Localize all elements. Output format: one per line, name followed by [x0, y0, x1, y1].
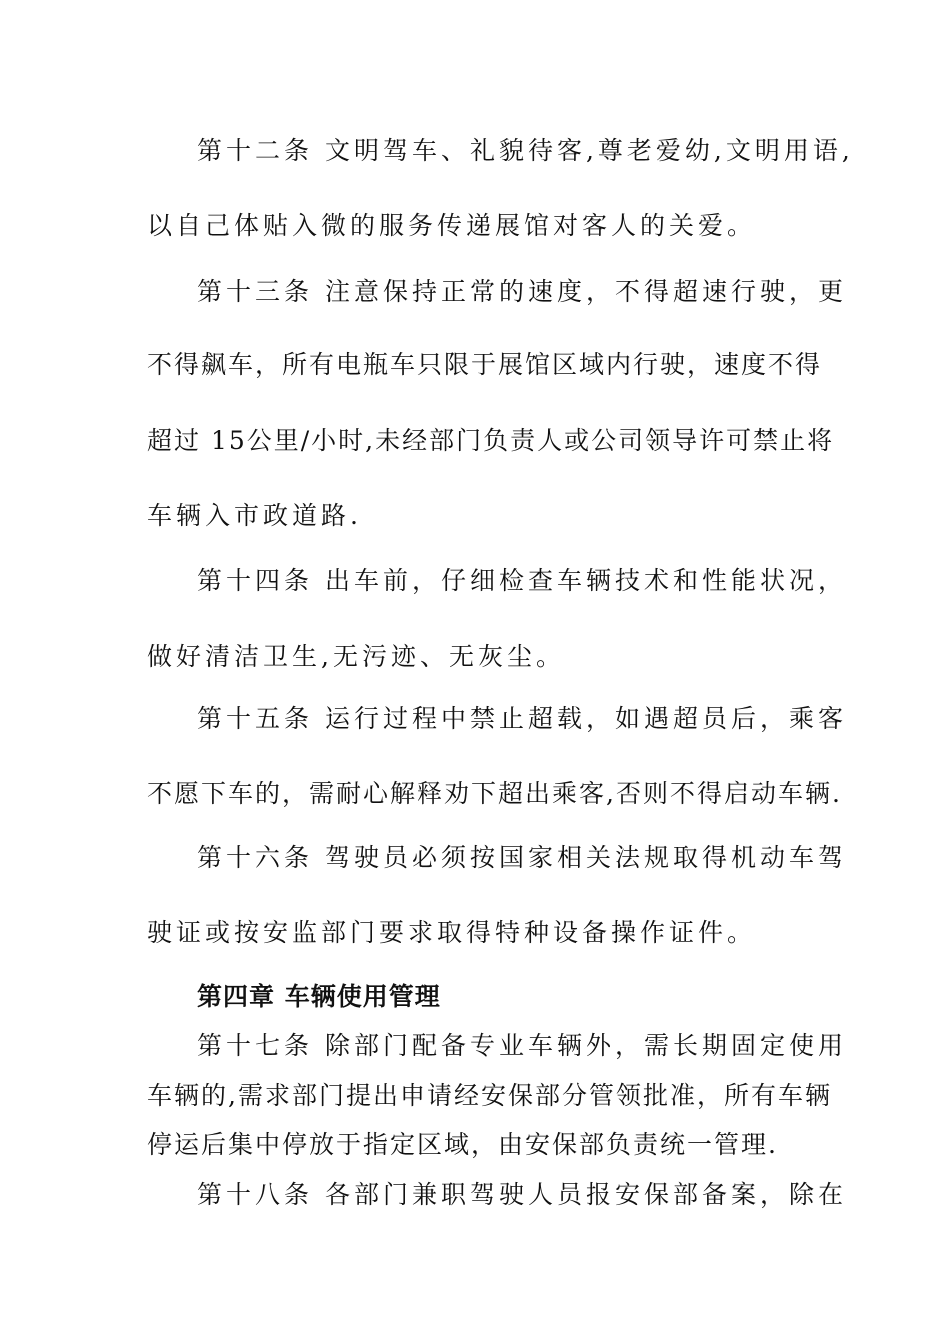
article-14-line-1: 第十四条 出车前，仔细检查车辆技术和性能状况，: [197, 566, 847, 595]
article-17-line-2: 车辆的,需求部门提出申请经安保部分管领批准，所有车辆: [147, 1081, 832, 1110]
article-15-line-1: 第十五条 运行过程中禁止超载，如遇超员后，乘客: [197, 704, 847, 733]
article-12-line-1: 第十二条 文明驾车、礼貌待客,尊老爱幼,文明用语,: [197, 136, 854, 165]
article-14-line-2: 做好清洁卫生,无污迹、无灰尘。: [147, 642, 565, 671]
chapter-4-heading: 第四章 车辆使用管理: [197, 982, 441, 1011]
article-13-line-2: 不得飙车，所有电瓶车只限于展馆区域内行驶，速度不得: [147, 350, 823, 379]
article-13-line-3: 超过 15公里/小时,未经部门负责人或公司领导许可禁止将: [147, 426, 835, 455]
article-15-line-2: 不愿下车的，需耐心解释劝下超出乘客,否则不得启动车辆.: [147, 779, 842, 808]
article-16-line-1: 第十六条 驾驶员必须按国家相关法规取得机动车驾: [197, 843, 847, 872]
article-13-line-1: 第十三条 注意保持正常的速度，不得超速行驶，更: [197, 277, 847, 306]
article-17-line-3: 停运后集中停放于指定区域，由安保部负责统一管理.: [147, 1130, 778, 1159]
article-16-line-2: 驶证或按安监部门要求取得特种设备操作证件。: [147, 918, 757, 947]
article-17-line-1: 第十七条 除部门配备专业车辆外，需长期固定使用: [197, 1031, 847, 1060]
article-18-line-1: 第十八条 各部门兼职驾驶人员报安保部备案，除在: [197, 1180, 847, 1209]
article-12-line-2: 以自己体贴入微的服务传递展馆对客人的关爱。: [147, 211, 757, 240]
article-13-line-4: 车辆入市政道路.: [147, 501, 362, 530]
